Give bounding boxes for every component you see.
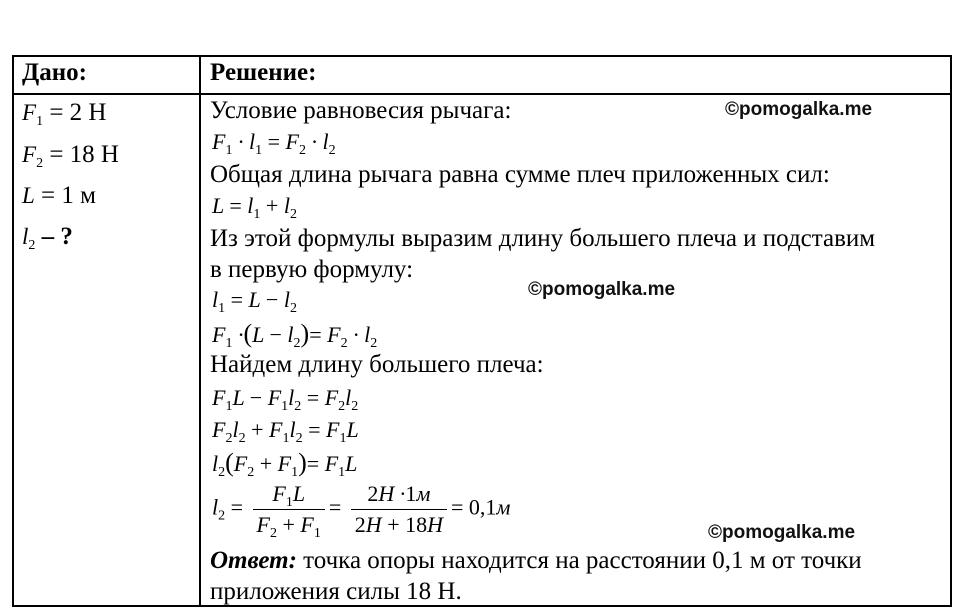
formula-equilibrium: $F_1 \cdot l_1 = F_2 \cdot l_2$ [212, 129, 336, 158]
fraction-symbolic: $\frac{F_1L}{F_2 + F_1}$ [253, 481, 325, 538]
solution-line-find: Найдем длину большего плеча: [210, 351, 544, 378]
header-divider [14, 93, 950, 95]
formula-step1: $F_1L - F_1l_2 = F_2l_2$ [212, 385, 359, 414]
formula-substituted: $F_1 \cdot(L - l_2)= F_2 \cdot l_2$ [212, 319, 378, 351]
solution-line-express: Из этой формулы выразим длину большего плеча и подставим [210, 225, 876, 252]
formula-step2: $F_2l_2 + F_1l_2 = F_1L$ [212, 417, 359, 446]
solution-header: Решение: [210, 59, 317, 86]
column-divider [199, 57, 201, 605]
answer-line-1: Ответ: точка опоры находится на расстоянии 0,1 м от точки [210, 547, 862, 574]
watermark-bottom: ©pomogalka.me [708, 522, 856, 543]
watermark-middle: ©pomogalka.me [528, 279, 676, 300]
fraction-numeric: $\frac{2H \cdot 1м}{2H + 18H}$ [351, 481, 447, 538]
formula-length: $L = l_1 + l_2$ [212, 193, 297, 222]
given-unknown: $l_2$ – ? [22, 223, 73, 253]
solution-line-length: Общая длина рычага равна сумме плеч приложенных сил: [210, 161, 830, 188]
formula-step3: $l_2(F_2 + F_1)= F_1L$ [212, 448, 358, 480]
formula-l1: $l_1 = L - l_2$ [212, 287, 297, 316]
solution-line-substitute: в первую формулу: [210, 256, 414, 283]
solution-table [12, 55, 952, 607]
given-f1: $F_1 = 2$ Н [22, 99, 107, 129]
given-length: L = 1 м [22, 182, 96, 209]
given-header: Дано: [22, 59, 87, 86]
watermark-top: ©pomogalka.me [725, 99, 873, 120]
answer-line-2: приложения силы 18 Н. [210, 578, 462, 605]
formula-result: $l_2$ = $\frac{F_1L}{F_2 + F_1}$ = $\frac{2H \cdot 1м}{2H + 18H}$ = 0,1м [212, 481, 511, 541]
solution-line-equilibrium: Условие равновесия рычага: [210, 97, 512, 124]
given-f2: $F_2 = 18$ Н [22, 141, 119, 171]
answer-label: Ответ: [210, 547, 297, 574]
